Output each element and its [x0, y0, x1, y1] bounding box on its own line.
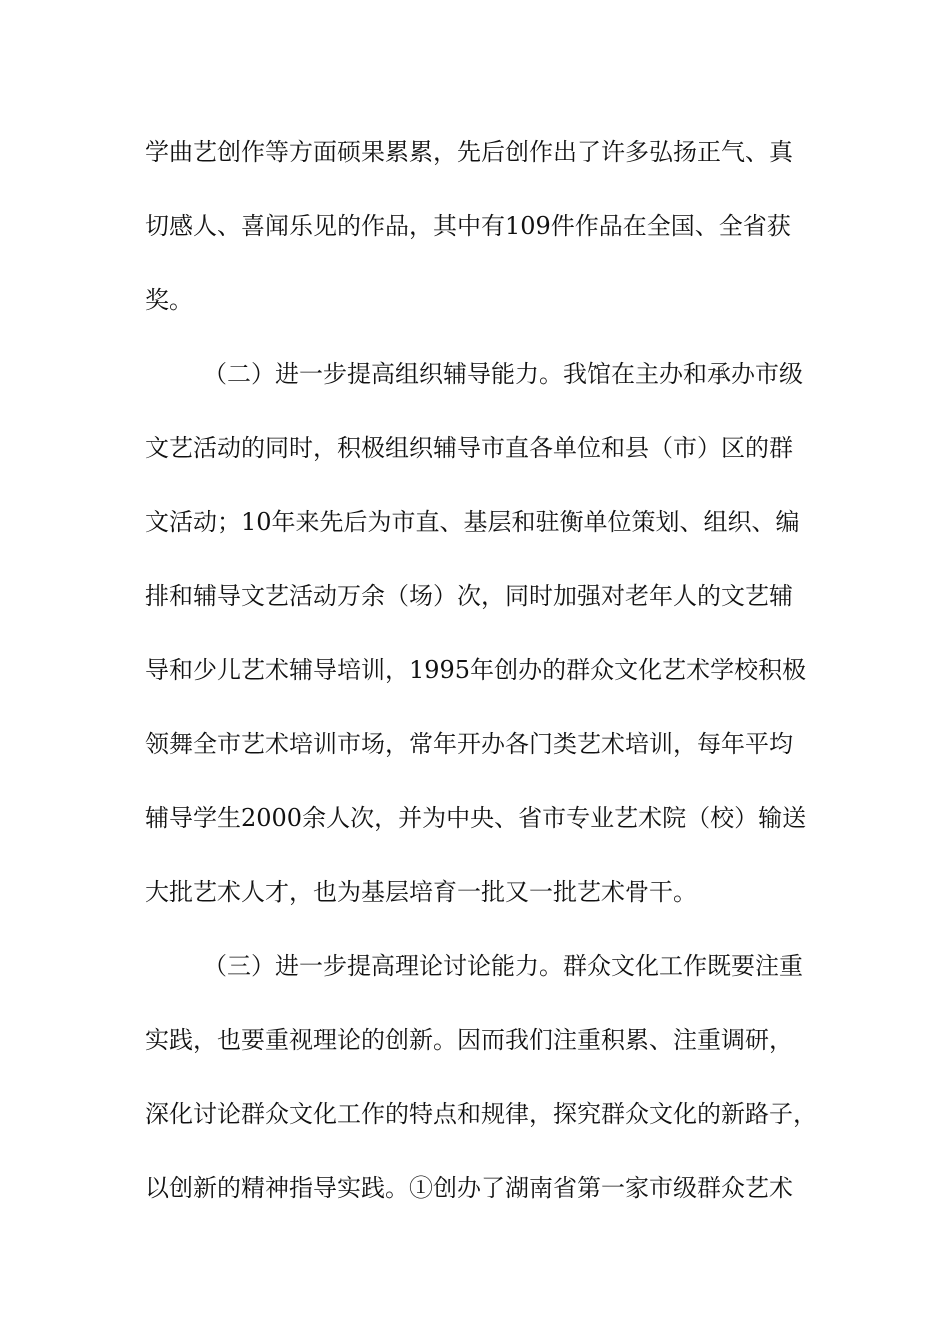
- text-line: 导和少儿艺术辅导培训，1995年创办的群众文化艺术学校积极: [145, 656, 807, 684]
- text-line: 文活动；10年来先后为市直、基层和驻衡单位策划、组织、编: [145, 508, 800, 536]
- text-line: 深化讨论群众文化工作的特点和规律，探究群众文化的新路子，: [145, 1100, 817, 1128]
- text-line: 以创新的精神指导实践。①创办了湖南省第一家市级群众艺术: [145, 1174, 793, 1202]
- text-line: 学曲艺创作等方面硕果累累，先后创作出了许多弘扬正气、真: [145, 138, 793, 166]
- text-line: 奖。: [145, 286, 193, 314]
- text-line: 领舞全市艺术培训市场，常年开办各门类艺术培训，每年平均: [145, 730, 793, 758]
- body-text: [145, 128, 817, 1238]
- text-line: 实践，也要重视理论的创新。因而我们注重积累、注重调研，: [145, 1026, 793, 1054]
- text-line: 大批艺术人才，也为基层培育一批又一批艺术骨干。: [145, 878, 697, 906]
- text-line: 切感人、喜闻乐见的作品，其中有109件作品在全国、全省获: [145, 212, 791, 240]
- text-line: 排和辅导文艺活动万余（场）次，同时加强对老年人的文艺辅: [145, 582, 793, 610]
- paragraph-start-line: （二）进一步提高组织辅导能力。我馆在主办和承办市级: [203, 360, 803, 388]
- text-line: 文艺活动的同时，积极组织辅导市直各单位和县（市）区的群: [145, 434, 793, 462]
- text-line: 辅导学生2000余人次，并为中央、省市专业艺术院（校）输送: [145, 804, 807, 832]
- paragraph-start-line: （三）进一步提高理论讨论能力。群众文化工作既要注重: [203, 952, 803, 980]
